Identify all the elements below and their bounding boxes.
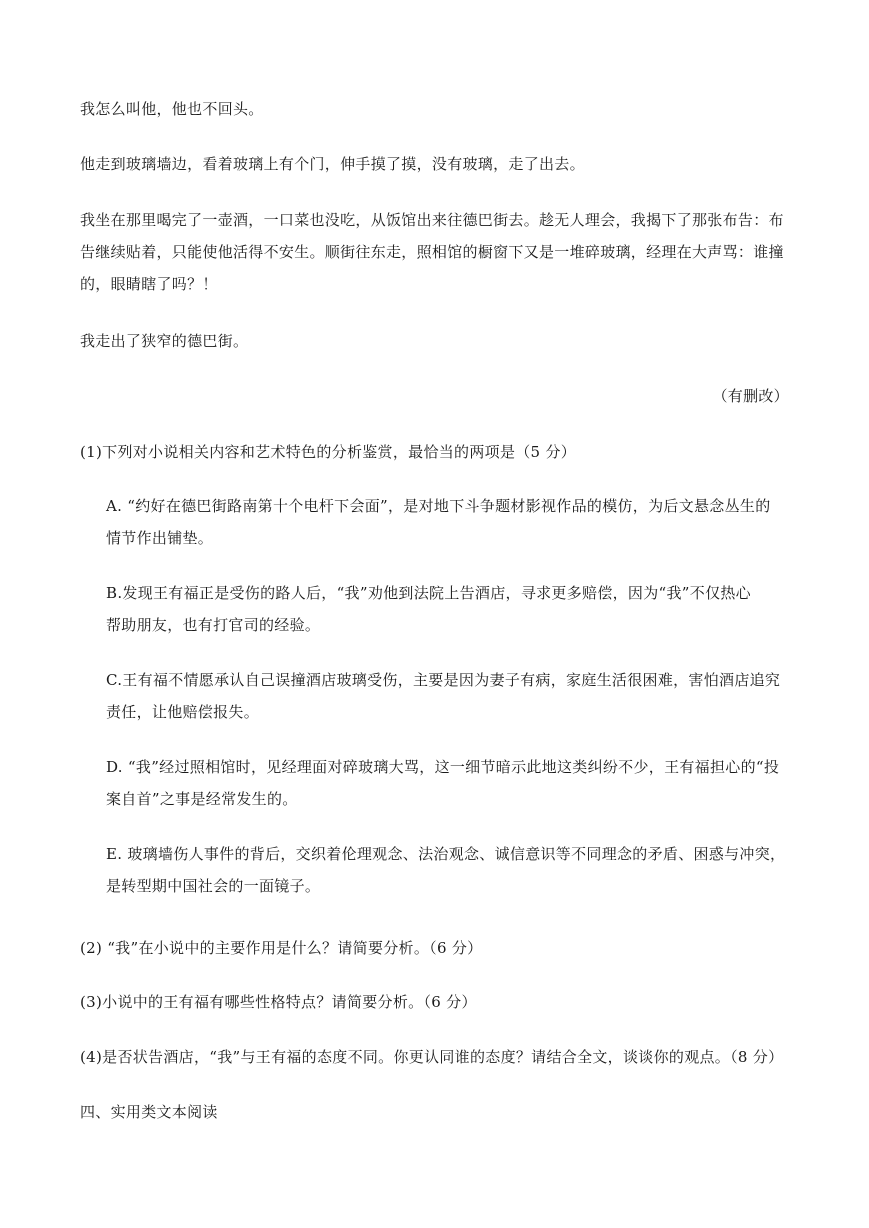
option-line: C.王有福不情愿承认自己误撞酒店玻璃受伤，主要是因为妻子有病，家庭生活很困难，害怕酒店追究 xyxy=(106,671,781,689)
option-line: 案自首”之事是经常发生的。 xyxy=(106,790,298,808)
story-paragraph-3-line: 告继续贴着，只能使他活得不安生。顺街往东走，照相馆的橱窗下又是一堆碎玻璃，经理在大声骂：谁撞 xyxy=(80,243,784,261)
question-1-option-a xyxy=(106,490,792,554)
question-4: (4)是否状告酒店，“我”与王有福的态度不同。你更认同谁的态度？请结合全文，谈谈你的观点。（8 分） xyxy=(80,1048,784,1066)
question-1-option-b xyxy=(106,577,792,641)
option-line: 帮助朋友，也有打官司的经验。 xyxy=(106,616,321,634)
question-3: (3)小说中的王有福有哪些性格特点？请简要分析。（6 分） xyxy=(80,993,477,1011)
section-heading: 四、实用类文本阅读 xyxy=(80,1103,218,1121)
question-1-option-d xyxy=(106,751,792,815)
option-line: B.发现王有福正是受伤的路人后，“我”劝他到法院上告酒店，寻求更多赔偿，因为“我”不仅热心 xyxy=(106,584,751,602)
option-line: 情节作出铺垫。 xyxy=(106,529,214,547)
question-1-stem: (1)下列对小说相关内容和艺术特色的分析鉴赏，最恰当的两项是（5 分） xyxy=(80,443,577,461)
option-line: 责任，让他赔偿报失。 xyxy=(106,703,260,721)
story-paragraph-3-line: 的，眼睛瞎了吗？！ xyxy=(80,275,218,293)
option-line: D. “我”经过照相馆时，见经理面对碎玻璃大骂，这一细节暗示此地这类纠纷不少，王有福担心的“投 xyxy=(106,758,780,776)
option-line: E. 玻璃墙伤人事件的背后，交织着伦理观念、法治观念、诚信意识等不同理念的矛盾、困惑与冲突， xyxy=(106,845,786,863)
story-paragraph-2: 他走到玻璃墙边，看着玻璃上有个门，伸手摸了摸，没有玻璃，走了出去。 xyxy=(80,155,585,173)
story-paragraph-3-line: 我坐在那里喝完了一壶酒，一口菜也没吃，从饭馆出来往德巴街去。趁无人理会，我揭下了那张布告：布 xyxy=(80,211,784,229)
story-paragraph-4: 我走出了狭窄的德巴街。 xyxy=(80,332,249,350)
option-line: 是转型期中国社会的一面镜子。 xyxy=(106,877,321,895)
story-paragraph-3 xyxy=(80,204,792,300)
question-2: (2) “我”在小说中的主要作用是什么？请简要分析。（6 分） xyxy=(80,939,483,957)
question-1-option-c xyxy=(106,664,792,728)
story-paragraph-1: 我怎么叫他，他也不回头。 xyxy=(80,100,264,118)
question-1-option-e xyxy=(106,838,792,902)
source-note: （有删改） xyxy=(712,387,789,405)
option-line: A. “约好在德巴街路南第十个电杆下会面”，是对地下斗争题材影视作品的模仿，为后文悬念丛生的 xyxy=(106,497,771,515)
